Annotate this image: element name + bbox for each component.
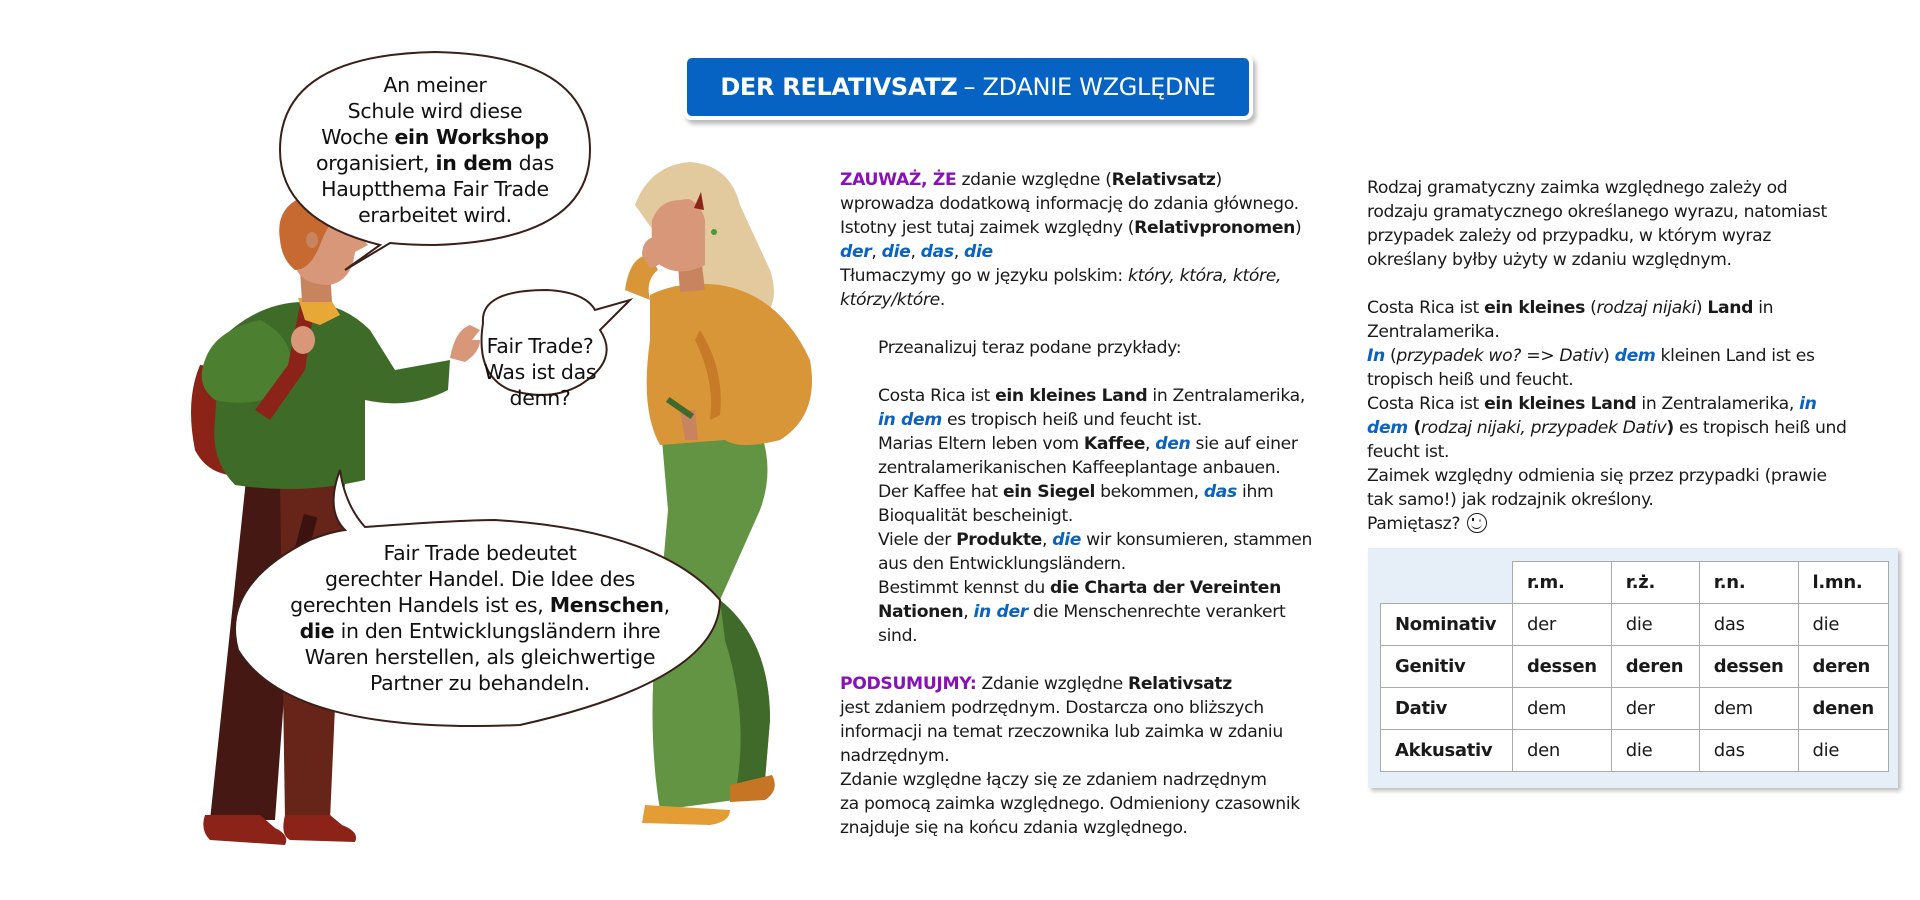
table-cell: das — [1699, 730, 1798, 772]
table-cell: die — [1798, 730, 1888, 772]
table-cell: dem — [1699, 688, 1798, 730]
analysis-line — [1367, 512, 1887, 536]
text: ihm — [1236, 482, 1274, 502]
pronoun: In — [1367, 346, 1385, 366]
text: das — [512, 151, 554, 175]
title-bold: DER RELATIVSATZ — [720, 73, 958, 101]
bubble-bottom-line — [230, 592, 730, 618]
table-cell: die — [1611, 730, 1699, 772]
example-line: aus den Entwicklungsländern. — [878, 554, 1126, 574]
table-cell: denen — [1798, 688, 1888, 730]
bold-text: ein Workshop — [394, 125, 549, 149]
pronoun: der — [840, 242, 872, 262]
table-cell: die — [1611, 604, 1699, 646]
pronoun: dem — [1367, 418, 1408, 438]
table-row — [1381, 730, 1889, 772]
column-header: r.m. — [1513, 562, 1612, 604]
table-cell: der — [1611, 688, 1699, 730]
bubble-bottom-line: Partner zu behandeln. — [370, 671, 590, 695]
table-row — [1381, 604, 1889, 646]
example-line: Bioqualität bescheinigt. — [878, 506, 1073, 526]
row-header: Nominativ — [1381, 604, 1513, 646]
bubble-top-line: Hauptthema Fair Trade — [321, 177, 549, 201]
bold-text: die — [299, 619, 335, 643]
bubble-top-line: Schule wird diese — [347, 99, 523, 123]
text: Zdanie względne — [976, 674, 1128, 694]
bold-text: ein Siegel — [1002, 482, 1095, 502]
row-header: Genitiv — [1381, 646, 1513, 688]
bubble-bottom-line: Fair Trade bedeutet — [383, 541, 577, 565]
note-line — [840, 168, 1360, 192]
bold-text: ein kleines Land — [995, 386, 1148, 406]
text: organisiert, — [316, 151, 436, 175]
pronoun-list: der, die, das, die — [840, 242, 993, 262]
examples-intro: Przeanalizuj teraz podane przykłady: — [878, 338, 1182, 358]
table-cell: die — [1798, 604, 1888, 646]
example-line — [878, 576, 1360, 600]
text: ( — [1584, 298, 1597, 318]
explanation-line: Rodzaj gramatyczny zaimka względnego zależy od — [1367, 178, 1788, 198]
table-cell: deren — [1798, 646, 1888, 688]
example-line: zentralamerikanischen Kaffeeplantage anbauen. — [878, 458, 1281, 478]
example-line — [878, 480, 1360, 504]
text: ) — [1603, 346, 1615, 366]
example-line — [878, 528, 1360, 552]
bubble-top-line — [295, 150, 575, 176]
table-cell: dem — [1513, 688, 1612, 730]
bubble-bottom-line — [230, 618, 730, 644]
text: bekommen, — [1094, 482, 1204, 502]
pronoun: die — [1052, 530, 1082, 550]
declension-table-panel — [1368, 548, 1898, 788]
text: kleinen Land ist es — [1655, 346, 1815, 366]
bold-text: Produkte — [956, 530, 1042, 550]
column-header: r.ż. — [1611, 562, 1699, 604]
table-cell: dessen — [1699, 646, 1798, 688]
pronoun: die — [881, 242, 911, 262]
text: Marias Eltern leben vom — [878, 434, 1084, 454]
text: Costa Rica ist — [1367, 298, 1485, 318]
text: ) — [1695, 298, 1708, 318]
bubble-woman-text — [480, 333, 600, 411]
summary-line: nadrzędnym. — [840, 746, 950, 766]
text: es tropisch heiß und — [1673, 418, 1847, 438]
text: . — [939, 290, 946, 310]
bold-text: Kaffee — [1083, 434, 1146, 454]
illustration-two-students — [180, 40, 830, 860]
text: in — [1753, 298, 1774, 318]
analysis-line: Zentralamerika. — [1367, 322, 1500, 342]
italic-text: rodzaj nijaki, przypadek Dativ — [1420, 418, 1667, 438]
bold-text: ( — [1407, 418, 1421, 438]
text: zdanie względne ( — [956, 170, 1112, 190]
note-line: wprowadza dodatkową informację do zdania głównego. — [840, 194, 1299, 214]
bold-text: Menschen — [549, 593, 664, 617]
explanation-line: przypadek zależy od przypadku, w którym wyraz — [1367, 226, 1772, 246]
analysis-line: tak samo!) jak rodzajnik określony. — [1367, 490, 1654, 510]
text: , — [1042, 530, 1053, 550]
example-line — [878, 432, 1360, 456]
bold-text: ein kleines Land — [1484, 394, 1637, 414]
analysis-line — [1367, 344, 1887, 368]
explanation-line: określany byłby użyty w zdaniu względnym. — [1367, 250, 1732, 270]
text: ( — [1384, 346, 1397, 366]
italic-text: rodzaj nijaki — [1596, 298, 1696, 318]
column-header: r.n. — [1699, 562, 1798, 604]
title-rest: – ZDANIE WZGLĘDNE — [963, 73, 1216, 101]
analysis-line: feucht ist. — [1367, 442, 1450, 462]
pronoun: in dem — [878, 410, 942, 430]
text: ) — [1295, 218, 1302, 238]
bubble-woman-line: Fair Trade? — [486, 334, 594, 358]
summary-line: jest zdaniem podrzędnym. Dostarcza ono bliższych — [840, 698, 1264, 718]
note-label: ZAUWAŻ, ŻE — [840, 170, 957, 190]
text: Costa Rica ist — [878, 386, 996, 406]
summary-line: informacji na temat rzeczownika lub zaimka w zdaniu — [840, 722, 1283, 742]
bubble-top-line: erarbeitet wird. — [358, 203, 512, 227]
bold-text: Nationen — [878, 602, 964, 622]
text: sie auf einer — [1190, 434, 1298, 454]
italic-text: przypadek wo? => Dativ — [1396, 346, 1604, 366]
bold-text: Relativpronomen — [1134, 218, 1296, 238]
note-line — [840, 216, 1360, 240]
text: in Zentralamerika, — [1147, 386, 1305, 406]
bold-text: die Charta der Vereinten — [1050, 578, 1281, 598]
text: in den Entwicklungsländern ihre — [334, 619, 661, 643]
example-line — [878, 384, 1360, 408]
text: Der Kaffee hat — [878, 482, 1003, 502]
bold-text: Relativsatz — [1111, 170, 1216, 190]
table-corner — [1381, 562, 1513, 604]
pronoun: die — [964, 242, 993, 262]
text: ) — [1215, 170, 1222, 190]
summary-line: Zdanie względne łączy się ze zdaniem nadrzędnym — [840, 770, 1267, 790]
pronoun: den — [1155, 434, 1191, 454]
pronoun: das — [1203, 482, 1237, 502]
text: Viele der — [878, 530, 957, 550]
right-column — [1367, 176, 1887, 536]
column-header: l.mn. — [1798, 562, 1888, 604]
bubble-bottom-line: Waren herstellen, als gleichwertige — [304, 645, 656, 669]
bubble-woman-line: denn? — [509, 386, 571, 410]
example-line — [878, 600, 1360, 624]
bold-text: ein kleines — [1484, 298, 1585, 318]
table-row — [1381, 688, 1889, 730]
woman-figure — [625, 162, 812, 825]
text: Tłumaczymy go w języku polskim: — [840, 266, 1128, 286]
pronoun: das — [920, 242, 954, 262]
bold-text: in dem — [435, 151, 513, 175]
italic-text: który, która, które, — [1128, 266, 1282, 286]
table-cell: das — [1699, 604, 1798, 646]
text: Istotny jest tutaj zaimek względny ( — [840, 218, 1135, 238]
analysis-line — [1367, 416, 1887, 440]
summary-label: PODSUMUJMY: — [840, 674, 977, 694]
analysis-line: Zaimek względny odmienia się przez przypadki (prawie — [1367, 466, 1827, 486]
bubble-woman-line: Was ist das — [483, 360, 597, 384]
pronoun: in — [1799, 394, 1817, 414]
bubble-bottom-text — [230, 540, 730, 696]
bubble-bottom-line: gerechter Handel. Die Idee des — [324, 567, 636, 591]
text: die Menschenrechte verankert — [1027, 602, 1286, 622]
text: gerechten Handels ist es, — [290, 593, 550, 617]
text: es tropisch heiß und feucht ist. — [941, 410, 1202, 430]
declension-table — [1380, 561, 1889, 772]
text: Pamiętasz? — [1367, 514, 1461, 534]
examples-block — [840, 336, 1360, 648]
table-header-row — [1381, 562, 1889, 604]
text: Bestimmt kennst du — [878, 578, 1050, 598]
middle-column — [840, 168, 1360, 840]
bold-text: Relativsatz — [1127, 674, 1232, 694]
text: , — [663, 593, 670, 617]
note-line — [840, 288, 1360, 312]
italic-text: którzy/które — [840, 290, 940, 310]
analysis-line: tropisch heiß und feucht. — [1367, 370, 1574, 390]
example-line — [878, 408, 1360, 432]
example-line: sind. — [878, 626, 918, 646]
text: wir konsumieren, stammen — [1081, 530, 1313, 550]
bubble-top-text — [295, 72, 575, 228]
row-header: Dativ — [1381, 688, 1513, 730]
table-row — [1381, 646, 1889, 688]
summary-line: znajduje się na końcu zdania względnego. — [840, 818, 1188, 838]
table-cell: deren — [1611, 646, 1699, 688]
pronoun: dem — [1614, 346, 1656, 366]
pronoun: in der — [973, 602, 1028, 622]
man-figure — [191, 194, 480, 845]
wink-smiley-icon — [1467, 513, 1487, 533]
text: , — [1145, 434, 1156, 454]
table-cell: dessen — [1513, 646, 1612, 688]
table-cell: den — [1513, 730, 1612, 772]
text: in Zentralamerika, — [1636, 394, 1800, 414]
analysis-line — [1367, 392, 1887, 416]
bubble-top-line — [295, 124, 575, 150]
explanation-line: rodzaju gramatycznego określanego wyrazu, natomiast — [1367, 202, 1827, 222]
summary-line — [840, 672, 1360, 696]
table-cell: der — [1513, 604, 1612, 646]
bold-text: Land — [1707, 298, 1754, 318]
summary-line: za pomocą zaimka względnego. Odmieniony czasownik — [840, 794, 1300, 814]
text: Woche — [321, 125, 395, 149]
analysis-line — [1367, 296, 1887, 320]
bold-text: ) — [1666, 418, 1674, 438]
text: , — [963, 602, 974, 622]
note-line — [840, 264, 1360, 288]
bubble-top-line: An meiner — [383, 73, 487, 97]
row-header: Akkusativ — [1381, 730, 1513, 772]
text: Costa Rica ist — [1367, 394, 1485, 414]
